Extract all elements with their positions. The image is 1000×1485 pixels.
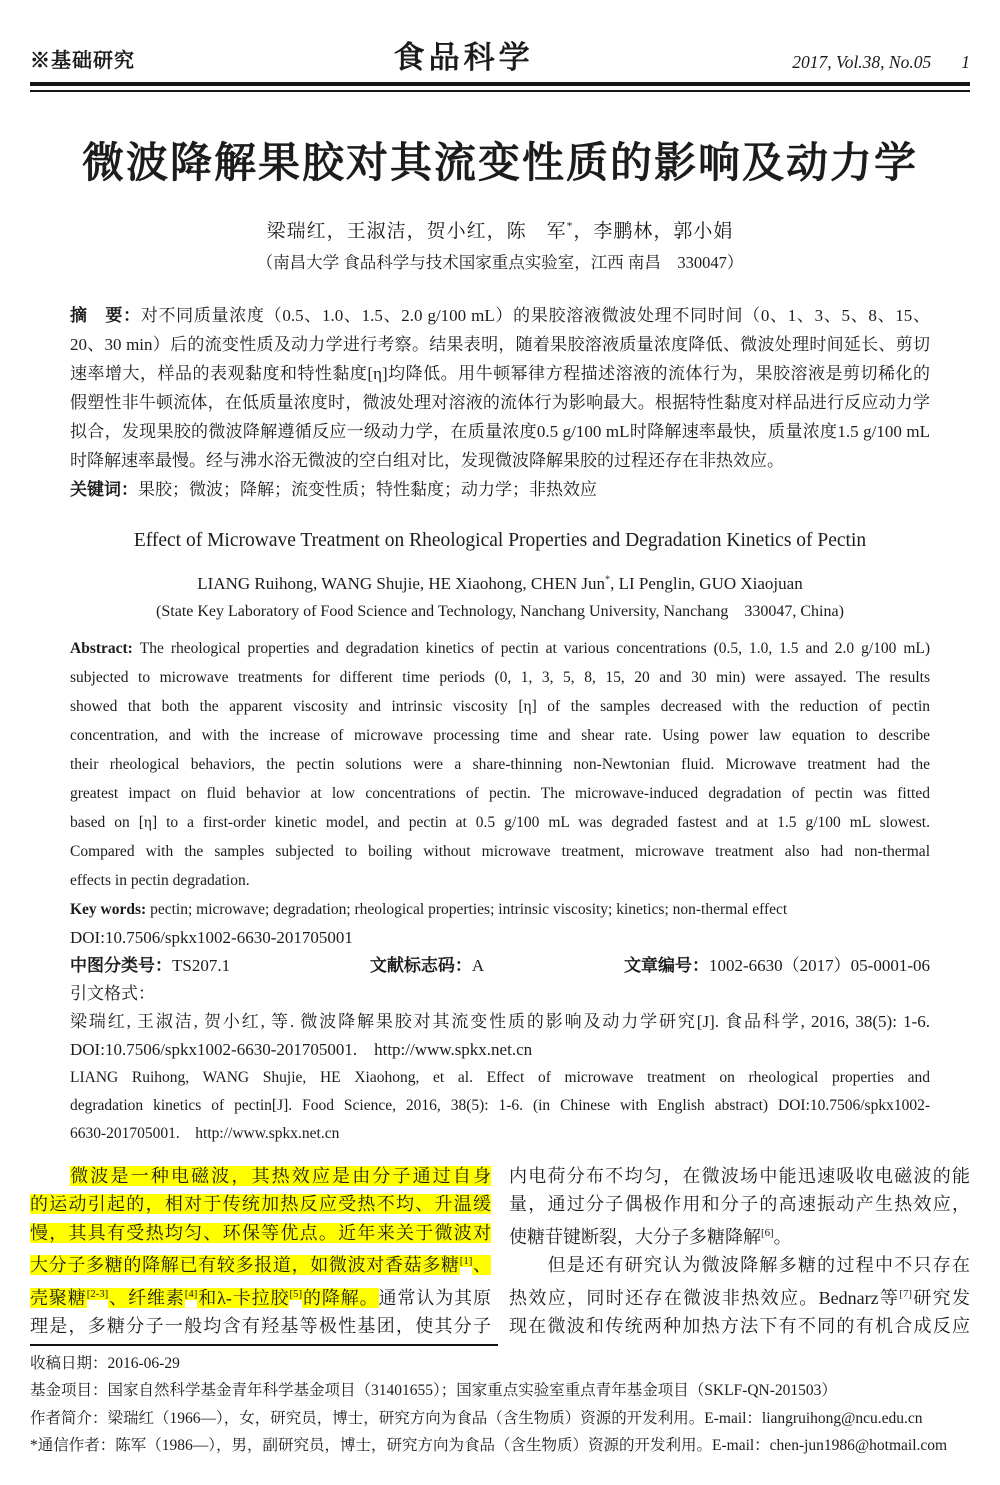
citation-line: degradation kinetics of pectin[J]. Food Science, 2016, 38(5): 1-6. (in Chinese with English abstract) DOI:10.7506/spkx1002- (70, 1096, 930, 1114)
footnote-funding: 基金项目：国家自然科学基金青年科学基金项目（31401655）；国家重点实验室重点青年基金项目（SKLF-QN-201503） (30, 1382, 837, 1399)
body-line: 慢，其具有受热均匀、环保等优点。近年来关于微波对 (30, 1222, 491, 1243)
abstract-en-line: based on [η] to a first-order kinetic model, and pectin at 0.5 g/100 mL was degraded fastest and at 1.5 g/100 mL slowest. (70, 813, 930, 831)
footnote-author-bio: 作者简介：梁瑞红（1966—），女，研究员，博士，研究方向为食品（含生物质）资源的开发利用。E-mail：liangruihong@ncu.edu.cn (30, 1409, 923, 1427)
body-line: 但是还有研究认为微波降解多糖的过程中不只存在 (547, 1255, 971, 1275)
body-line: 大分子多糖的降解已有较多报道，如微波对香菇多糖[1]、 (30, 1255, 492, 1275)
citation-line: LIANG Ruihong, WANG Shujie, HE Xiaohong, et al. Effect of microwave treatment on rheological properties and (70, 1068, 930, 1086)
citation-line: 6630-201705001. http://www.spkx.net.cn (70, 1124, 340, 1142)
doi-line: DOI:10.7506/spkx1002-6630-201705001 (70, 927, 353, 947)
journal-logo: 食品科学 (393, 40, 534, 75)
abstract-en-line: subjected to microwave treatments for different time periods (0, 1, 3, 5, 8, 15, 20 and 30 min) were assayed. The results (70, 668, 930, 686)
body-line: 理是，多糖分子一般均含有羟基等极性基团，使其分子 (30, 1316, 491, 1336)
footnote-received-date: 收稿日期：2016-06-29 (30, 1354, 180, 1372)
abstract-en-line: Abstract: The rheological properties and degradation kinetics of pectin at various concentrations (0.5, 1.0, 1.5 and 2.0 g/100 mL) (70, 639, 931, 657)
right-column (509, 1162, 970, 1341)
affiliation-cn: （南昌大学 食品科学与技术国家重点实验室，江西 南昌 330047） (256, 252, 744, 272)
abstract-en (70, 634, 930, 1148)
page-number: 1 (961, 52, 970, 72)
article-id: 文章编号：1002-6630（2017）05-0001-06 (624, 955, 930, 975)
body-line: 热效应，同时还存在微波非热效应。Bednarz等[7]研究发 (509, 1287, 970, 1308)
footnotes (30, 1350, 970, 1460)
abstract-en-line: their rheological behaviors, the pectin solutions were a share-thinning non-Newtonian fluid. Microwave treatment had the (70, 755, 930, 773)
citation-line: DOI:10.7506/spkx1002-6630-201705001. http://www.spkx.net.cn (70, 1039, 533, 1059)
citation-format-label: 引文格式： (70, 983, 155, 1003)
article-title-cn: 微波降解果胶对其流变性质的影响及动力学 (81, 141, 918, 187)
footnote-rule (30, 1344, 498, 1346)
left-column (30, 1162, 491, 1341)
affiliation-en: (State Key Laboratory of Food Science and Technology, Nanchang University, Nanchang 330047, China) (156, 602, 844, 620)
body-line: 使糖苷键断裂，大分子多糖降解[6]。 (509, 1226, 792, 1247)
abstract-cn-line: 速率增大，样品的表观黏度和特性黏度[η]均降低。用牛顿幂律方程描述溶液的流体行为，果胶溶液是剪切稀化的 (70, 363, 930, 383)
section-label: ※基础研究 (30, 50, 135, 72)
abstract-en-line: Compared with the samples subjected to boiling without microwave treatment, microwave treatment also had non-thermal (70, 842, 930, 860)
body-line: 量，通过分子偶极作用和分子的高速振动产生热效应， (509, 1194, 970, 1214)
abstract-en-line: concentration, and with the increase of microwave processing time and shear rate. Using power law equation to describe (70, 726, 930, 744)
page-header (30, 42, 970, 73)
abstract-cn-line: 拟合，发现果胶的微波降解遵循反应一级动力学，在质量浓度0.5 g/100 mL时降解速率最快，质量浓度1.5 g/100 mL (70, 421, 930, 441)
body-line: 现在微波和传统两种加热方法下有不同的有机合成反应 (509, 1316, 970, 1336)
abstract-cn (70, 301, 930, 504)
article-title-en: Effect of Microwave Treatment on Rheological Properties and Degradation Kinetics of Pectin (133, 529, 867, 551)
body-line: 壳聚糖[2-3]、纤维素[4]和λ-卡拉胶[5]的降解。通常认为其原 (30, 1287, 492, 1308)
authors-en: LIANG Ruihong, WANG Shujie, HE Xiaohong, CHEN Jun*, LI Penglin, GUO Xiaojuan (197, 573, 803, 593)
body-line: 的运动引起的，相对于传统加热反应受热不均、升温缓 (30, 1194, 491, 1214)
abstract-cn-line: 摘 要：对不同质量浓度（0.5、1.0、1.5、2.0 g/100 mL）的果胶溶液微波处理不同时间（0、1、3、5、8、15、 (70, 305, 930, 325)
issue-block (792, 52, 970, 73)
abstract-en-line: effects in pectin degradation. (70, 871, 250, 889)
authors-cn: 梁瑞红，王淑洁，贺小红，陈 军*，李鹏林，郭小娟 (266, 220, 734, 242)
keywords-en: Key words: pectin; microwave; degradation; rheological properties; intrinsic viscosity; kinetics; non-thermal effect (70, 900, 788, 918)
footnote-corresponding-author: *通信作者：陈军（1986—），男，副研究员，博士，研究方向为食品（含生物质）资源的开发利用。E-mail：chen-jun1986@hotmail.com (30, 1437, 948, 1454)
document-code: 文献标志码：A (369, 955, 485, 975)
meta-row (70, 952, 930, 980)
header-rule (30, 82, 970, 92)
body-columns (30, 1162, 970, 1341)
abstract-en-line: greatest impact on fluid behavior at low concentrations of pectin. The microwave-induced degradation of pectin was fitted (70, 784, 930, 802)
body-line: 微波是一种电磁波，其热效应是由分子通过自身 (70, 1165, 492, 1186)
abstract-cn-line: 假塑性非牛顿流体，在低质量浓度时，微波处理对溶液的流体行为影响最大。根据特性黏度对样品进行反应动力学 (70, 392, 930, 412)
citation-line: 梁瑞红, 王淑洁, 贺小红, 等. 微波降解果胶对其流变性质的影响及动力学研究[J]. 食品科学, 2016, 38(5): 1-6. (70, 1011, 930, 1031)
abstract-cn-line: 20、30 min）后的流变性质及动力学进行考察。结果表明，随着果胶溶液质量浓度降低、微波处理时间延长、剪切 (70, 334, 930, 354)
issue-info: 2017, Vol.38, No.05 (792, 52, 932, 72)
abstract-cn-line: 时降解速率最慢。经与沸水浴无微波的空白组对比，发现微波降解果胶的过程还存在非热效应。 (70, 450, 784, 470)
clc-number: 中图分类号：TS207.1 (70, 955, 231, 975)
body-line: 内电荷分布不均匀，在微波场中能迅速吸收电磁波的能 (509, 1165, 970, 1186)
abstract-en-line: showed that both the apparent viscosity and intrinsic viscosity [η] of the samples decreased with the reduction of pectin (70, 697, 930, 715)
keywords-cn: 关键词：果胶；微波；降解；流变性质；特性黏度；动力学；非热效应 (70, 479, 597, 499)
